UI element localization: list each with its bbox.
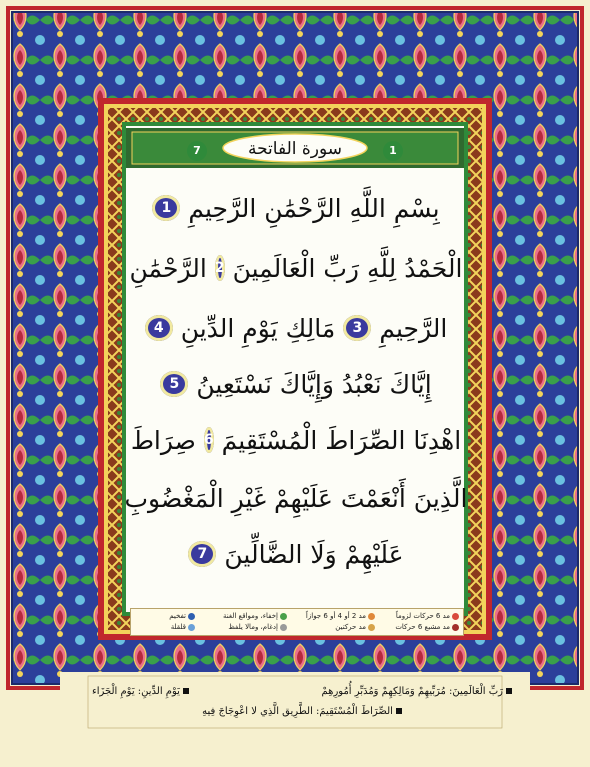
surah-ayah-count-badge: 7 <box>187 141 207 161</box>
legend-item <box>169 612 195 620</box>
ayah-number-marker: 7 <box>188 541 216 567</box>
glossary-text: الصِّرَاطَ الْمُسْتَقِيمَ: الطَّرِيق الَّذِي لا اعْوِجَاجَ فِيهِ <box>202 706 393 717</box>
legend-dot <box>452 624 459 631</box>
legend-dot <box>188 613 195 620</box>
verse-text: إِيَّاكَ نَعْبُدُ وَإِيَّاكَ نَسْتَعِينُ <box>196 369 432 399</box>
verse-text: اهْدِنَا الصِّرَاطَ الْمُسْتَقِيمَ <box>221 425 462 455</box>
legend-label: إدغام، ومالا يلفظ <box>228 623 278 631</box>
surah-title-bar <box>173 136 417 166</box>
bullet-square-icon <box>183 688 189 694</box>
verse-text: بِسْمِ اللَّهِ الرَّحْمَٰنِ الرَّحِيمِ <box>188 193 440 223</box>
legend-item <box>223 612 287 620</box>
verse-text: عَلَيْهِمْ وَلَا الضَّالِّينَ <box>224 539 404 569</box>
legend-dot <box>188 624 195 631</box>
glossary-entry <box>322 686 512 697</box>
legend-item <box>335 623 375 631</box>
ayah-number-marker: 6 <box>204 427 214 453</box>
verse-text: صِرَاطَ <box>130 425 196 455</box>
legend-dot <box>368 624 375 631</box>
ayah-number-marker: 5 <box>160 371 188 397</box>
legend-item <box>171 623 195 631</box>
verse-line-3 <box>134 308 458 348</box>
verse-line-1 <box>134 188 458 228</box>
legend-item <box>306 612 375 620</box>
legend-dot <box>452 613 459 620</box>
surah-title: سورة الفاتحة <box>247 139 343 159</box>
word-glossary <box>92 682 512 726</box>
legend-label: تفخيم <box>169 612 186 620</box>
verse-text: الْحَمْدُ لِلَّهِ رَبِّ الْعَالَمِينَ <box>232 253 463 283</box>
legend-item <box>396 612 459 620</box>
glossary-entry <box>202 706 402 717</box>
verse-text: الَّذِينَ أَنْعَمْتَ عَلَيْهِمْ غَيْرِ الْمَغْضُوبِ <box>124 483 468 513</box>
verse-line-5 <box>130 420 462 460</box>
quran-text-panel <box>124 168 468 600</box>
legend-label: مد 2 أو 4 أو 6 جوازاً <box>305 612 366 620</box>
legend-label: مد مشبع 6 حركات <box>395 623 450 631</box>
glossary-row <box>92 686 512 697</box>
legend-item <box>395 623 459 631</box>
verse-line-2 <box>129 248 463 288</box>
verse-text: الرَّحْمَٰنِ <box>129 253 207 283</box>
verse-text: الرَّحِيمِ <box>379 313 448 343</box>
verse-line-7 <box>134 534 458 574</box>
legend-label: مد 6 حركات لزوماً <box>395 612 450 620</box>
glossary-row <box>92 706 512 717</box>
verse-line-4 <box>134 364 458 404</box>
legend-dot <box>280 613 287 620</box>
surah-number-badge: 1 <box>383 141 403 161</box>
glossary-text: يَوْمِ الدِّينِ: يَوْمِ الْجَزَاء <box>92 686 180 697</box>
legend-label: قلقلة <box>170 623 186 631</box>
ayah-number-marker: 3 <box>343 315 371 341</box>
legend-dot <box>368 613 375 620</box>
ayah-number-marker: 1 <box>152 195 180 221</box>
glossary-text: رَبِّ الْعَالَمِينَ: مُرَبِّيهِمْ وَمَالِكِهِمْ وَمُدَبِّرِ أُمُورِهِمْ <box>321 686 503 697</box>
legend-dot <box>280 624 287 631</box>
ayah-number-marker: 4 <box>145 315 173 341</box>
tajweed-legend <box>130 608 464 636</box>
ayah-number-marker: 2 <box>215 255 225 281</box>
legend-label: إخفاء، ومواقع الغنة <box>222 612 278 620</box>
bullet-square-icon <box>506 688 512 694</box>
verse-line-6 <box>124 478 468 518</box>
legend-label: مد حركتين <box>335 623 366 631</box>
glossary-entry <box>92 686 189 697</box>
bullet-square-icon <box>396 708 402 714</box>
verse-text: مَالِكِ يَوْمِ الدِّينِ <box>180 313 336 343</box>
legend-item <box>228 623 287 631</box>
